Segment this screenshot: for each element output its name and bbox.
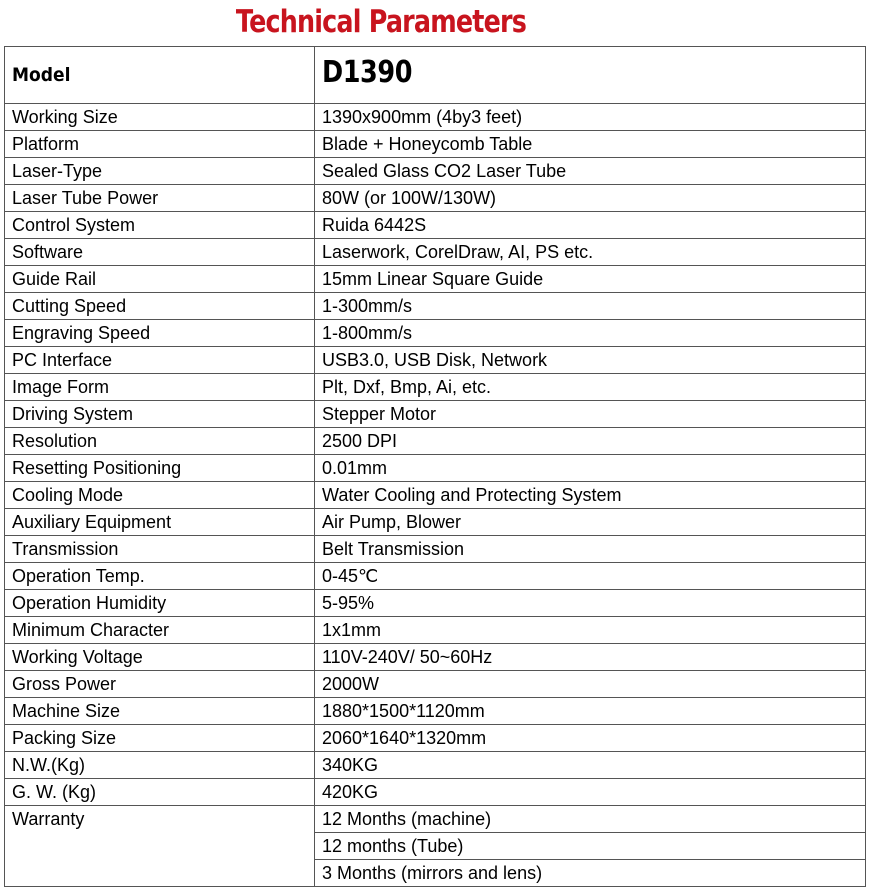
row-label: Working Voltage xyxy=(5,644,315,671)
warranty-value: 3 Months (mirrors and lens) xyxy=(315,860,866,887)
row-value: 5-95% xyxy=(315,590,866,617)
row-label: G. W. (Kg) xyxy=(5,779,315,806)
row-value: Ruida 6442S xyxy=(315,212,866,239)
row-value: Stepper Motor xyxy=(315,401,866,428)
row-label: Driving System xyxy=(5,401,315,428)
header-label: Model xyxy=(12,63,71,86)
row-label: Minimum Character xyxy=(5,617,315,644)
table-row xyxy=(5,779,866,806)
row-label: Operation Humidity xyxy=(5,590,315,617)
table-row xyxy=(5,725,866,752)
row-value: 2000W xyxy=(315,671,866,698)
page-title: Technical Parameters xyxy=(235,4,527,40)
row-label: Transmission xyxy=(5,536,315,563)
table-row xyxy=(5,563,866,590)
row-value: 2060*1640*1320mm xyxy=(315,725,866,752)
row-value: 80W (or 100W/130W) xyxy=(315,185,866,212)
table-row xyxy=(5,293,866,320)
row-value: Belt Transmission xyxy=(315,536,866,563)
warranty-row xyxy=(5,806,866,833)
row-value: 340KG xyxy=(315,752,866,779)
table-row xyxy=(5,212,866,239)
table-row xyxy=(5,752,866,779)
table-row xyxy=(5,455,866,482)
row-label: PC Interface xyxy=(5,347,315,374)
table-row xyxy=(5,617,866,644)
row-label: Auxiliary Equipment xyxy=(5,509,315,536)
row-label: Working Size xyxy=(5,104,315,131)
table-row xyxy=(5,347,866,374)
row-value: 110V-240V/ 50~60Hz xyxy=(315,644,866,671)
row-label: Packing Size xyxy=(5,725,315,752)
row-label: Laser Tube Power xyxy=(5,185,315,212)
row-value: USB3.0, USB Disk, Network xyxy=(315,347,866,374)
row-value: 1x1mm xyxy=(315,617,866,644)
row-label: Cutting Speed xyxy=(5,293,315,320)
table-row xyxy=(5,401,866,428)
table-row xyxy=(5,536,866,563)
row-label: N.W.(Kg) xyxy=(5,752,315,779)
row-label: Image Form xyxy=(5,374,315,401)
row-value: 0-45℃ xyxy=(315,563,866,590)
row-value: 1880*1500*1120mm xyxy=(315,698,866,725)
row-value: 1390x900mm (4by3 feet) xyxy=(315,104,866,131)
table-row xyxy=(5,482,866,509)
header-label-cell xyxy=(5,47,315,104)
row-value: Laserwork, CorelDraw, AI, PS etc. xyxy=(315,239,866,266)
warranty-value: 12 Months (machine) xyxy=(315,806,866,833)
table-row xyxy=(5,185,866,212)
row-value: 2500 DPI xyxy=(315,428,866,455)
spec-table xyxy=(4,46,866,887)
row-value: Blade + Honeycomb Table xyxy=(315,131,866,158)
table-row xyxy=(5,158,866,185)
row-label: Laser-Type xyxy=(5,158,315,185)
table-row xyxy=(5,671,866,698)
table-row xyxy=(5,428,866,455)
model-name: D1390 xyxy=(322,55,413,90)
row-label: Software xyxy=(5,239,315,266)
row-value: Water Cooling and Protecting System xyxy=(315,482,866,509)
header-value-cell xyxy=(315,47,866,104)
row-value: Sealed Glass CO2 Laser Tube xyxy=(315,158,866,185)
warranty-value: 12 months (Tube) xyxy=(315,833,866,860)
row-label: Platform xyxy=(5,131,315,158)
row-value: Plt, Dxf, Bmp, Ai, etc. xyxy=(315,374,866,401)
table-row xyxy=(5,590,866,617)
row-label: Gross Power xyxy=(5,671,315,698)
table-row xyxy=(5,239,866,266)
row-label: Cooling Mode xyxy=(5,482,315,509)
table-row xyxy=(5,698,866,725)
row-value: Air Pump, Blower xyxy=(315,509,866,536)
table-row xyxy=(5,509,866,536)
table-row xyxy=(5,131,866,158)
spec-table-body xyxy=(5,47,866,887)
row-label: Engraving Speed xyxy=(5,320,315,347)
row-label: Resetting Positioning xyxy=(5,455,315,482)
row-label: Guide Rail xyxy=(5,266,315,293)
warranty-label: Warranty xyxy=(5,806,315,887)
row-value: 15mm Linear Square Guide xyxy=(315,266,866,293)
row-label: Operation Temp. xyxy=(5,563,315,590)
table-row xyxy=(5,374,866,401)
row-value: 420KG xyxy=(315,779,866,806)
row-label: Resolution xyxy=(5,428,315,455)
row-value: 0.01mm xyxy=(315,455,866,482)
table-row xyxy=(5,104,866,131)
table-row xyxy=(5,320,866,347)
table-row xyxy=(5,266,866,293)
row-value: 1-300mm/s xyxy=(315,293,866,320)
row-label: Machine Size xyxy=(5,698,315,725)
row-value: 1-800mm/s xyxy=(315,320,866,347)
table-header-row xyxy=(5,47,866,104)
table-row xyxy=(5,644,866,671)
row-label: Control System xyxy=(5,212,315,239)
